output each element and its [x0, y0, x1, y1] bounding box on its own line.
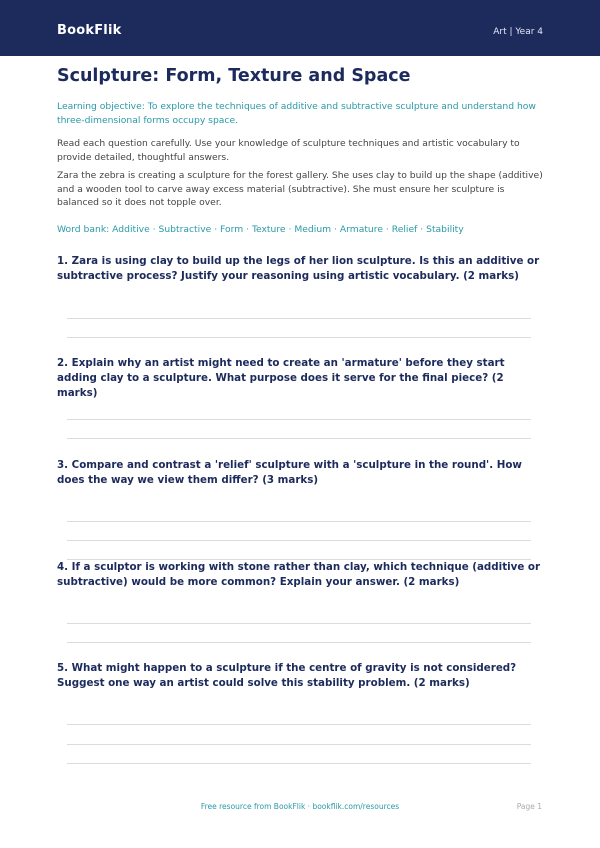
instructions-text: Read each question carefully. Use your knowledge of sculpture techniques and artistic vocabulary to provide detailed, thoughtful answers.	[57, 138, 520, 163]
page-number: Page 1	[516, 802, 542, 811]
answer-line[interactable]	[67, 438, 531, 439]
answer-line[interactable]	[67, 540, 531, 541]
page-header	[0, 0, 600, 56]
answer-line[interactable]	[67, 337, 531, 338]
question-5: 5. What might happen to a sculpture if the centre of gravity is not considered? Suggest one way an artist could solve this stability problem. (2 marks)	[57, 662, 517, 689]
answer-line[interactable]	[67, 318, 531, 319]
answer-line[interactable]	[67, 623, 531, 624]
question-2: 2. Explain why an artist might need to create an 'armature' before they start adding clay to a sculpture. What purpose does it serve for the final piece? (2 marks)	[57, 357, 505, 399]
learning-objective: Learning objective: To explore the techniques of additive and subtractive sculpture and understand how three-dimensional forms occupy space.	[57, 101, 536, 126]
answer-line[interactable]	[67, 419, 531, 420]
word-bank: Word bank: Additive · Subtractive · Form · Texture · Medium · Armature · Relief · Stability	[57, 224, 464, 235]
question-1: 1. Zara is using clay to build up the legs of her lion sculpture. Is this an additive or subtractive process? Justify your reasoning using artistic vocabulary. (2 marks)	[57, 255, 540, 282]
answer-line[interactable]	[67, 744, 531, 745]
subject-year-label: Art | Year 4	[493, 27, 543, 37]
footer-link[interactable]: Free resource from BookFlik · bookflik.com/resources	[200, 802, 400, 811]
answer-line[interactable]	[67, 763, 531, 764]
answer-line[interactable]	[67, 724, 531, 725]
answer-line[interactable]	[67, 642, 531, 643]
scenario-text: Zara the zebra is creating a sculpture for the forest gallery. She uses clay to build up the shape (additive) and a wooden tool to carve away excess material (subtractive). She must ensure her sculpture is balanced so it does not topple over.	[57, 170, 543, 208]
question-3: 3. Compare and contrast a 'relief' sculpture with a 'sculpture in the round'. How does the way we view them differ? (3 marks)	[57, 459, 522, 486]
question-4: 4. If a sculptor is working with stone rather than clay, which technique (additive or subtractive) would be more common? Explain your answer. (2 marks)	[57, 561, 541, 588]
brand-logo: BookFlik	[57, 23, 122, 38]
answer-line[interactable]	[67, 521, 531, 522]
page-title: Sculpture: Form, Texture and Space	[57, 66, 411, 86]
